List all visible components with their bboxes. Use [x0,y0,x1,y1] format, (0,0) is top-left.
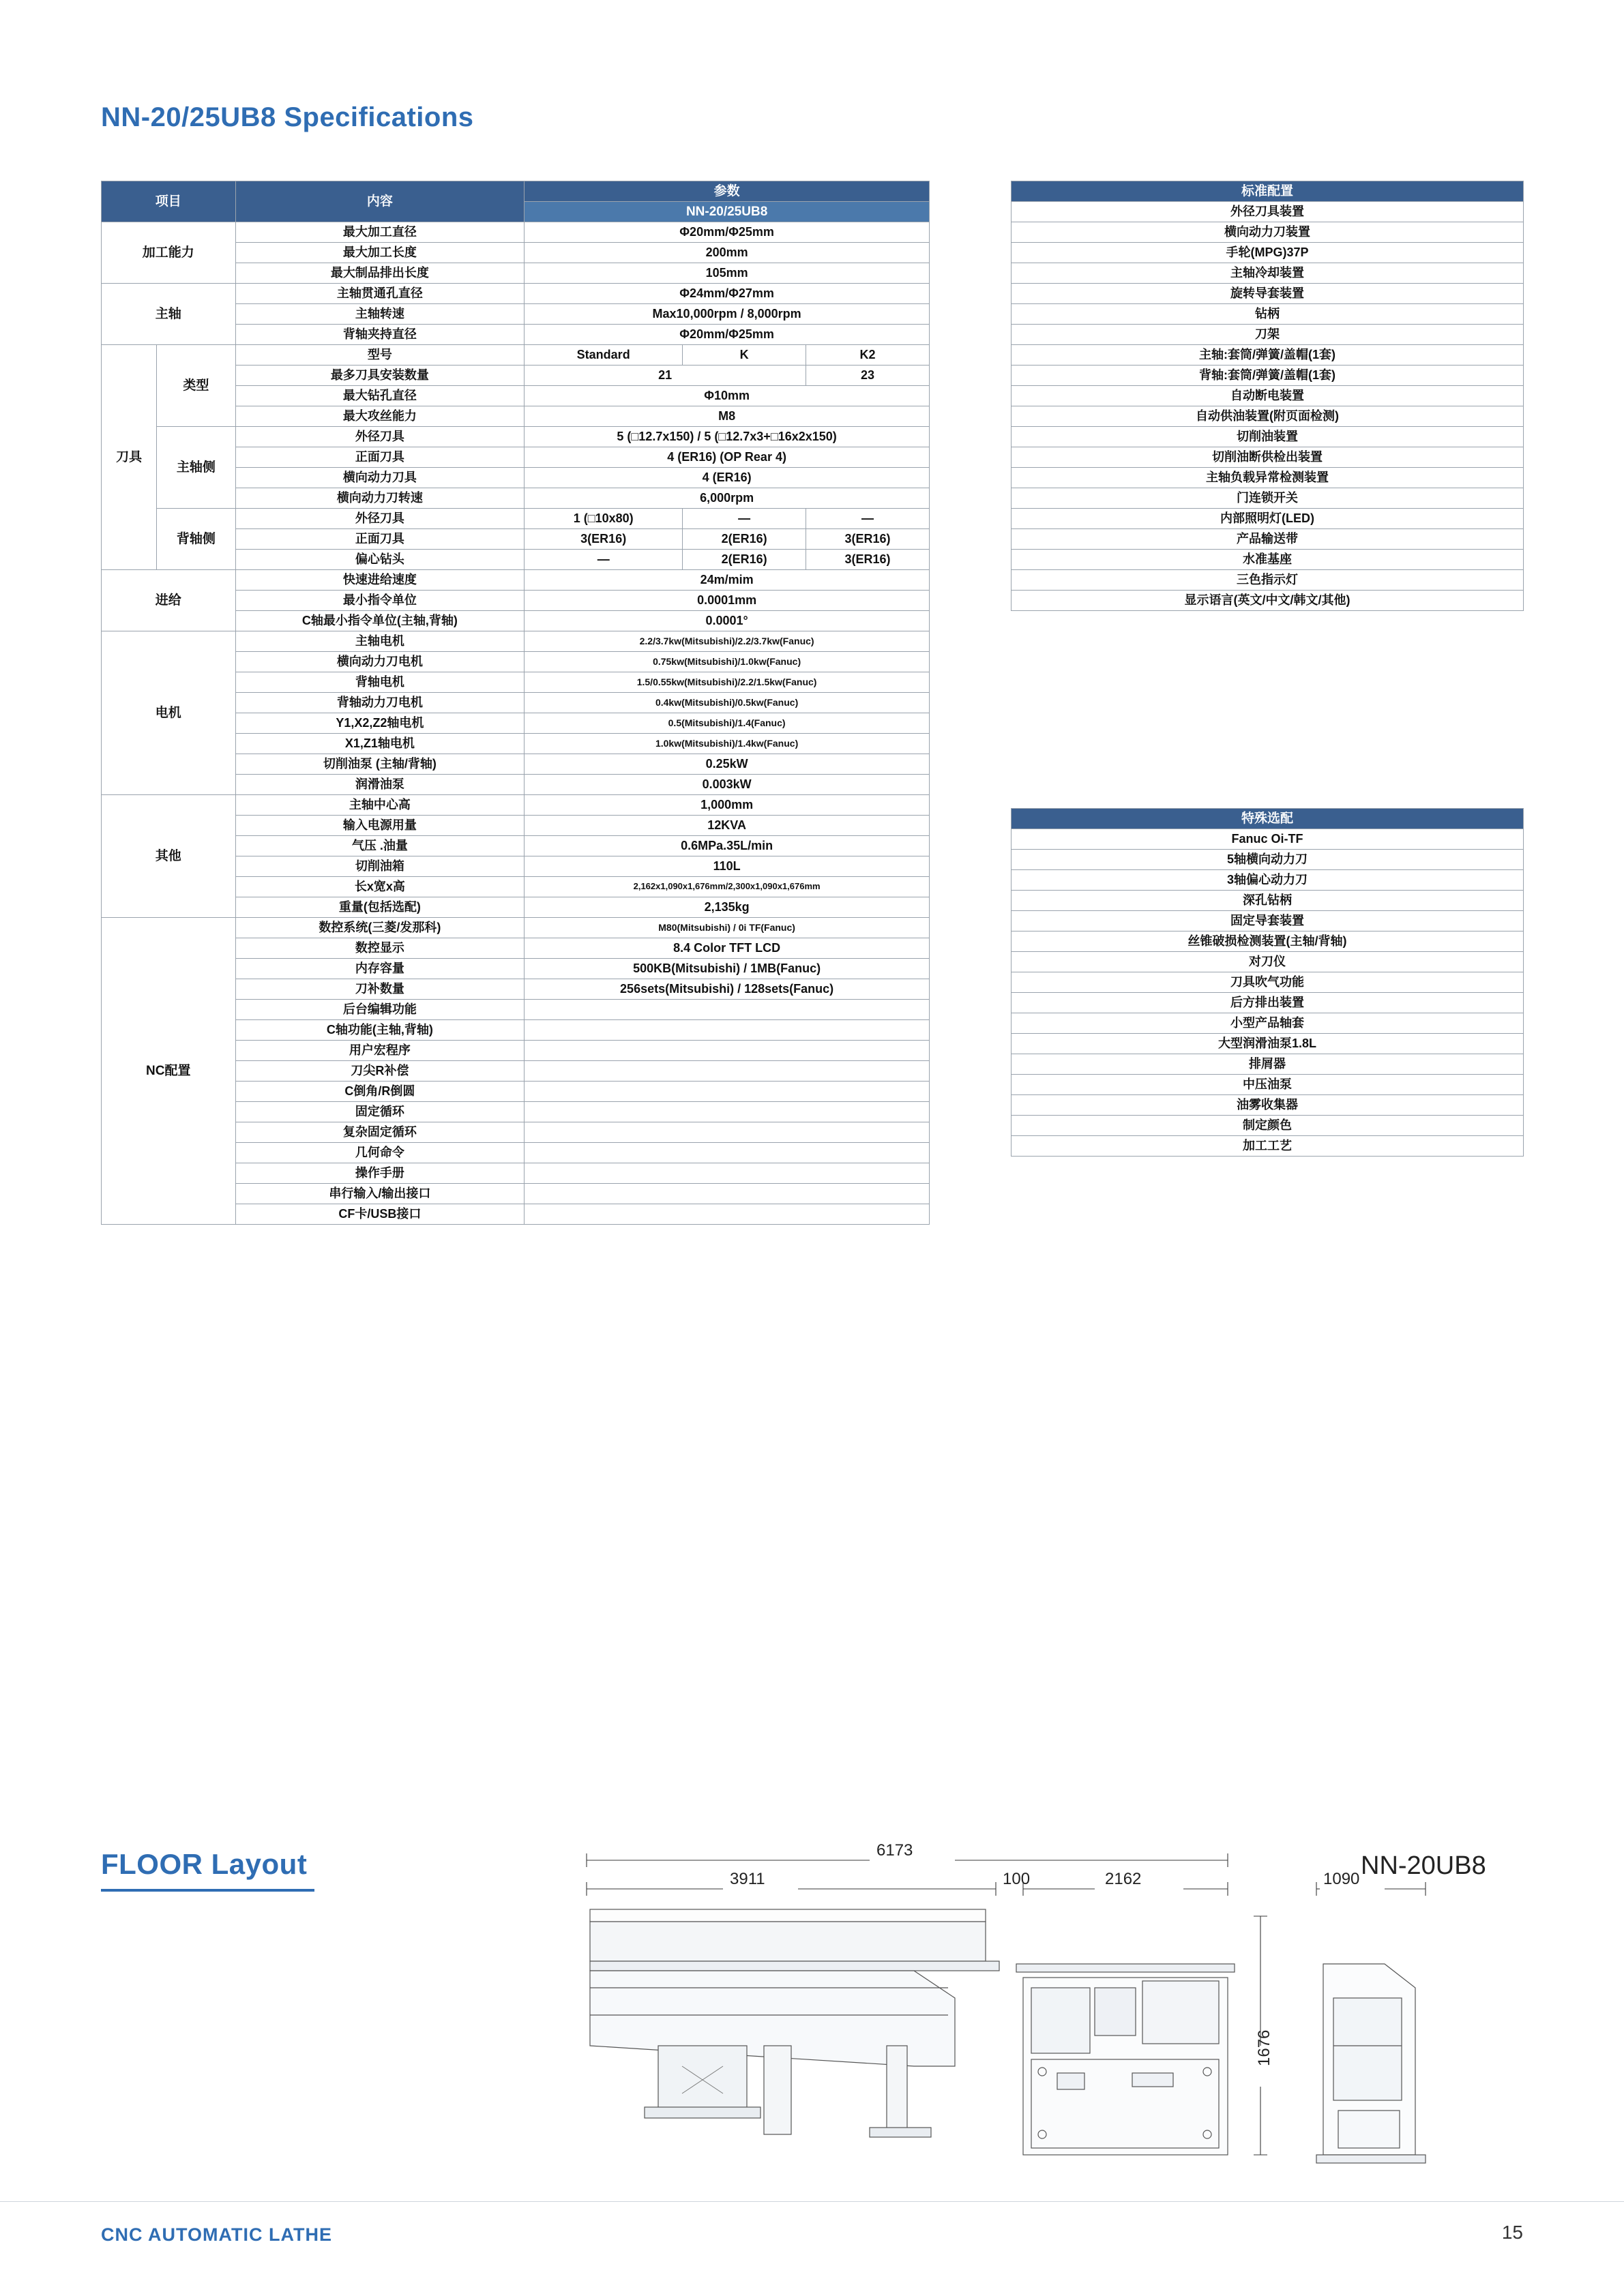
std-item: 产品输送带 [1012,529,1524,550]
floor-layout-drawing [477,1841,1541,2196]
spec-group-spindle: 主轴 [102,284,236,345]
spec-row-value: 256sets(Mitsubishi) / 128sets(Fanuc) [525,979,930,1000]
spec-row-value [525,1184,930,1204]
opt-item: 加工工艺 [1012,1136,1524,1157]
spec-row-label: 最大钻孔直径 [235,386,525,406]
spec-row-value [525,1041,930,1061]
spec-row-value [525,1102,930,1122]
opt-item: 深孔钻柄 [1012,891,1524,911]
std-item: 外径刀具装置 [1012,202,1524,222]
spec-row-label: 外径刀具 [235,509,525,529]
spec-row-label: 润滑油泵 [235,775,525,795]
spec-row-label: 横向动力刀具 [235,468,525,488]
spec-row-value: Max10,000rpm / 8,000rpm [525,304,930,325]
spec-row-label: 长x宽x高 [235,877,525,897]
std-item: 内部照明灯(LED) [1012,509,1524,529]
spec-row-value: 6,000rpm [525,488,930,509]
spec-row-label: 刀补数量 [235,979,525,1000]
opt-item: 固定导套装置 [1012,911,1524,931]
spec-row-value: 0.0001mm [525,591,930,611]
opt-item: 大型润滑油泵1.8L [1012,1034,1524,1054]
spec-row-label: 背轴动力刀电机 [235,693,525,713]
spec-group-capacity: 加工能力 [102,222,236,284]
spec-row-label: 输入电源用量 [235,816,525,836]
spec-row-label: 最多刀具安装数量 [235,366,525,386]
spec-row-value: 4 (ER16) (OP Rear 4) [525,447,930,468]
spec-header-param: 参数 [525,181,930,202]
opt-item: 排屑器 [1012,1054,1524,1075]
spec-row-value-k2: — [806,509,930,529]
std-header: 标准配置 [1012,181,1524,202]
std-item: 背轴:套筒/弹簧/盖帽(1套) [1012,366,1524,386]
spec-row-value: 5 (□12.7x150) / 5 (□12.7x3+□16x2x150) [525,427,930,447]
std-item: 旋转导套装置 [1012,284,1524,304]
opt-item: 对刀仪 [1012,952,1524,972]
dim-gap: 100 [1003,1870,1031,1888]
page-title: NN-20/25UB8 Specifications [101,102,474,132]
spec-row-label: 主轴电机 [235,631,525,652]
specification-table [101,181,930,1225]
floor-layout-title: FLOOR Layout [101,1848,308,1880]
spec-row-label: 重量(包括选配) [235,897,525,918]
opt-item: 后方排出装置 [1012,993,1524,1013]
spec-row-label: 型号 [235,345,525,366]
spec-row-value: 110L [525,856,930,877]
spec-row-label: 偏心钻头 [235,550,525,570]
spec-row-label: 切削油箱 [235,856,525,877]
spec-subgroup-tool-type: 类型 [157,345,235,427]
spec-row-label: 最大制品排出长度 [235,263,525,284]
spec-row-value: 2.2/3.7kw(Mitsubishi)/2.2/3.7kw(Fanuc) [525,631,930,652]
opt-item: 5轴横向动力刀 [1012,850,1524,870]
std-item: 手轮(MPG)37P [1012,243,1524,263]
spec-row-label: 数控显示 [235,938,525,959]
spec-row-value: 1,000mm [525,795,930,816]
spec-row-label: 最大加工直径 [235,222,525,243]
spec-row-label: C轴功能(主轴,背轴) [235,1020,525,1041]
spec-group-feed: 进给 [102,570,236,631]
spec-row-value: 0.003kW [525,775,930,795]
opt-item: 中压油泵 [1012,1075,1524,1095]
std-item: 刀架 [1012,325,1524,345]
spec-row-value [525,1143,930,1163]
floor-layout-model-label: NN-20UB8 [1361,1851,1486,1880]
spec-row-value: 1.5/0.55kw(Mitsubishi)/2.2/1.5kw(Fanuc) [525,672,930,693]
spec-row-label: 背轴电机 [235,672,525,693]
spec-row-value [525,1122,930,1143]
spec-row-value-k: 2(ER16) [683,550,806,570]
spec-row-label: 外径刀具 [235,427,525,447]
spec-row-value: 1.0kw(Mitsubishi)/1.4kw(Fanuc) [525,734,930,754]
spec-row-value-k2: 3(ER16) [806,529,930,550]
spec-row-label: 正面刀具 [235,529,525,550]
spec-row-value: Φ20mm/Φ25mm [525,325,930,345]
opt-item: 小型产品轴套 [1012,1013,1524,1034]
spec-row-value: 0.0001° [525,611,930,631]
opt-item: Fanuc Oi-TF [1012,829,1524,850]
spec-subgroup-tool-main: 主轴侧 [157,427,235,509]
spec-row-value: M8 [525,406,930,427]
spec-row-value: 0.75kw(Mitsubishi)/1.0kw(Fanuc) [525,652,930,672]
dim-bar-feeder: 3911 [730,1870,765,1888]
opt-item: 制定颜色 [1012,1116,1524,1136]
spec-row-value: 8.4 Color TFT LCD [525,938,930,959]
spec-row-label: 内存容量 [235,959,525,979]
std-item: 切削油断供检出装置 [1012,447,1524,468]
floor-layout-svg [477,1841,1541,2196]
floor-title-underline [101,1889,314,1892]
std-item: 水准基座 [1012,550,1524,570]
spec-row-value: 105mm [525,263,930,284]
spec-row-label: 数控系统(三菱/发那科) [235,918,525,938]
spec-row-value: 0.4kw(Mitsubishi)/0.5kw(Fanuc) [525,693,930,713]
std-item: 钻柄 [1012,304,1524,325]
std-item: 主轴负载异常检测装置 [1012,468,1524,488]
spec-row-value [525,1020,930,1041]
std-item: 主轴冷却装置 [1012,263,1524,284]
std-item: 显示语言(英文/中文/韩文/其他) [1012,591,1524,611]
dim-machine-length: 2162 [1105,1870,1142,1888]
spec-row-value-std: — [525,550,683,570]
spec-row-label: C倒角/R倒圆 [235,1082,525,1102]
spec-row-value-k: 2(ER16) [683,529,806,550]
standard-configuration-table [1011,181,1524,611]
spec-group-motor: 电机 [102,631,236,795]
spec-row-value: 12KVA [525,816,930,836]
spec-row-value: 2,135kg [525,897,930,918]
spec-row-value: Φ20mm/Φ25mm [525,222,930,243]
spec-row-label: 横向动力刀电机 [235,652,525,672]
spec-row-label: 串行输入/输出接口 [235,1184,525,1204]
spec-row-label: 背轴夹持直径 [235,325,525,345]
spec-header-item: 项目 [102,181,236,222]
std-item: 自动供油装置(附页面检测) [1012,406,1524,427]
optional-configuration-table [1011,808,1524,1157]
spec-row-value: 0.6MPa.35L/min [525,836,930,856]
spec-row-label: 正面刀具 [235,447,525,468]
spec-row-value [525,1204,930,1225]
spec-row-value: Φ10mm [525,386,930,406]
spec-subgroup-tool-back: 背轴侧 [157,509,235,570]
spec-row-value-std-k: 21 [525,366,806,386]
spec-row-value-k2: 3(ER16) [806,550,930,570]
spec-row-value: 4 (ER16) [525,468,930,488]
spec-group-other: 其他 [102,795,236,918]
spec-row-label: 主轴中心高 [235,795,525,816]
spec-row-label: 刀尖R补偿 [235,1061,525,1082]
spec-row-label: 切削油泵 (主轴/背轴) [235,754,525,775]
spec-row-value-k: K [683,345,806,366]
spec-row-label: C轴最小指令单位(主轴,背轴) [235,611,525,631]
spec-row-label: X1,Z1轴电机 [235,734,525,754]
opt-item: 油雾收集器 [1012,1095,1524,1116]
footer-page-number: 15 [1501,2222,1523,2243]
std-item: 三色指示灯 [1012,570,1524,591]
dim-machine-height: 1676 [1255,2029,1273,2066]
spec-row-value: Φ24mm/Φ27mm [525,284,930,304]
spec-row-value-std: Standard [525,345,683,366]
spec-row-label: 操作手册 [235,1163,525,1184]
spec-row-value-std: 1 (□10x80) [525,509,683,529]
spec-group-tool: 刀具 [102,345,157,570]
spec-row-value-k: — [683,509,806,529]
spec-row-value: 2,162x1,090x1,676mm/2,300x1,090x1,676mm [525,877,930,897]
spec-row-value [525,1061,930,1082]
std-item: 切削油装置 [1012,427,1524,447]
std-item: 主轴:套筒/弹簧/盖帽(1套) [1012,345,1524,366]
spec-row-label: 最小指令单位 [235,591,525,611]
spec-row-value: 24m/mim [525,570,930,591]
std-item: 自动断电装置 [1012,386,1524,406]
std-item: 横向动力刀装置 [1012,222,1524,243]
spec-row-label: 快速进给速度 [235,570,525,591]
spec-row-label: 最大攻丝能力 [235,406,525,427]
spec-row-value-std: 3(ER16) [525,529,683,550]
opt-item: 刀具吹气功能 [1012,972,1524,993]
spec-header-model: NN-20/25UB8 [525,202,930,222]
spec-row-label: 主轴转速 [235,304,525,325]
spec-row-value: 0.5(Mitsubishi)/1.4(Fanuc) [525,713,930,734]
spec-row-value-k2: K2 [806,345,930,366]
spec-row-label: 复杂固定循环 [235,1122,525,1143]
spec-row-label: 几何命令 [235,1143,525,1163]
opt-header: 特殊选配 [1012,809,1524,829]
spec-row-value [525,1000,930,1020]
footer-brand: CNC AUTOMATIC LATHE [101,2224,332,2245]
spec-row-value [525,1163,930,1184]
spec-row-label: CF卡/USB接口 [235,1204,525,1225]
dim-overall-length: 6173 [876,1841,913,1860]
spec-row-label: Y1,X2,Z2轴电机 [235,713,525,734]
spec-row-label: 主轴贯通孔直径 [235,284,525,304]
spec-row-label: 最大加工长度 [235,243,525,263]
spec-group-nc: NC配置 [102,918,236,1225]
spec-row-value: M80(Mitsubishi) / 0i TF(Fanuc) [525,918,930,938]
spec-row-value: 500KB(Mitsubishi) / 1MB(Fanuc) [525,959,930,979]
spec-row-label: 固定循环 [235,1102,525,1122]
spec-row-value: 200mm [525,243,930,263]
spec-row-label: 后台编辑功能 [235,1000,525,1020]
opt-item: 3轴偏心动力刀 [1012,870,1524,891]
spec-row-value-k2: 23 [806,366,930,386]
spec-header-content: 内容 [235,181,525,222]
spec-row-value [525,1082,930,1102]
spec-row-value: 0.25kW [525,754,930,775]
spec-row-label: 横向动力刀转速 [235,488,525,509]
std-item: 门连锁开关 [1012,488,1524,509]
spec-row-label: 气压 .油量 [235,836,525,856]
opt-item: 丝锥破损检测装置(主轴/背轴) [1012,931,1524,952]
dim-machine-width: 1090 [1323,1870,1360,1888]
footer-divider [0,2201,1624,2202]
spec-row-label: 用户宏程序 [235,1041,525,1061]
